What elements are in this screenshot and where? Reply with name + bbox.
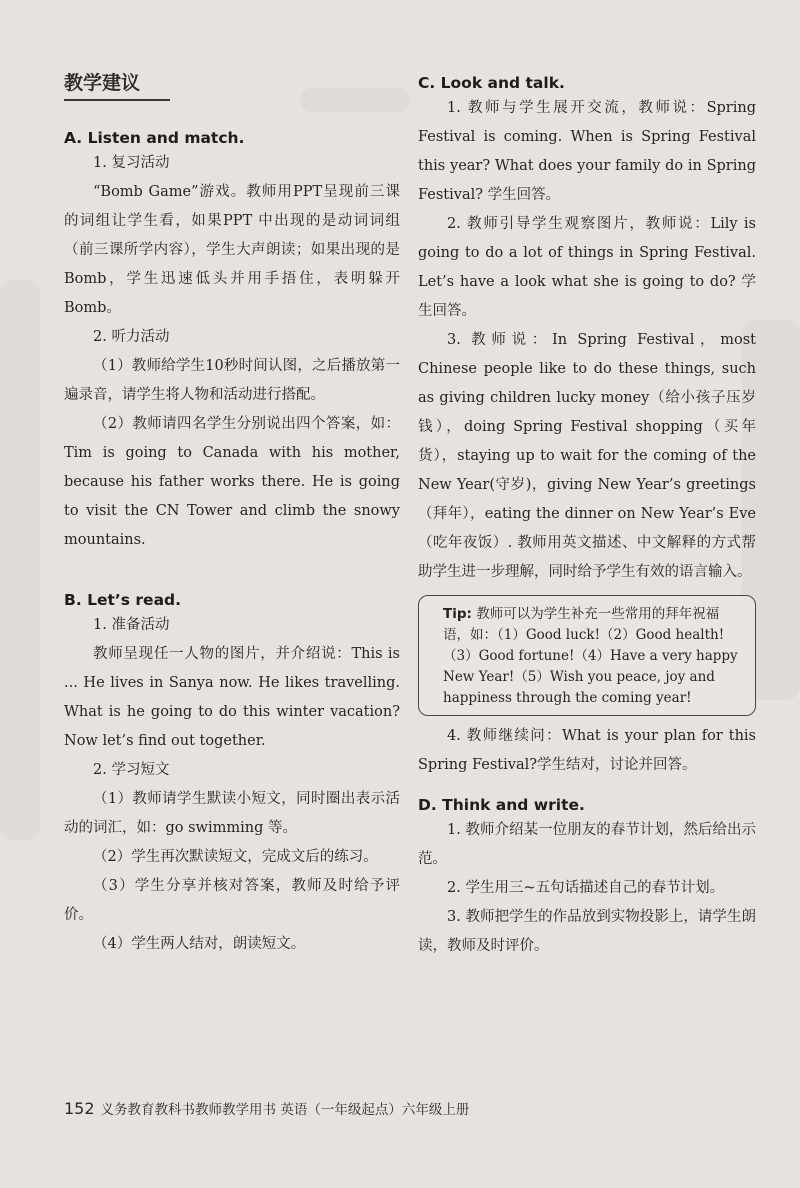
section-b-read-3: （3）学生分享并核对答案，教师及时给予评价。 [64,878,400,923]
section-c-step2: 2. 教师引导学生观察图片，教师说：Lily is going to do a lot of things in Spring Festival. Let’s have a look what she is going to do? 学生回答。 [418,216,756,319]
tip-label: Tip: [443,606,472,622]
section-c-step3: 3. 教师说：In Spring Festival，most Chinese people like to do these things, such as giving children lucky money（给小孩子压岁钱），doing Spring Festival shopping（买年货），staying up to wait for the coming of the New Year(守岁)，giving New Year’s greetings（拜年），eating the dinner on New Year’s Eve（吃年夜饭）. 教师用英文描述、中文解释的方式帮助学生进一步理解，同时给予学生有效的语言输入。 [418,332,756,580]
section-d-step1: 1. 教师介绍某一位朋友的春节计划，然后给出示范。 [418,822,756,867]
section-b-title: B. Let’s read. [64,591,182,609]
tip-text: 教师可以为学生补充一些常用的拜年祝福语，如：（1）Good luck!（2）Good health!（3）Good fortune!（4）Have a very happy New Year!（5）Wish you peace, joy and happiness through the coming year! [443,606,738,706]
section-b-intro: 教师呈现任一人物的图片，并介绍说：This is ... He lives in Sanya now. He likes travelling. What is he going to do this winter vacation? Now let’s find out together. [64,646,400,749]
section-c-step1: 1. 教师与学生展开交流，教师说：Spring Festival is coming. When is Spring Festival this year? What does your family do in Spring Festival? 学生回答。 [418,100,756,203]
section-d-title: D. Think and write. [418,796,585,814]
footer-book-title: 义务教育教科书教师教学用书 英语（一年级起点）六年级上册 [100,1102,470,1118]
background-show-through [0,280,40,840]
section-c-step4: 4. 教师继续问：What is your plan for this Spring Festival?学生结对，讨论并回答。 [418,728,756,773]
section-b-read-4: （4）学生两人结对，朗读短文。 [93,936,306,952]
section-a-game-desc: “Bomb Game”游戏。教师用PPT呈现前三课的词组让学生看，如果PPT 中出现的是动词词组（前三课所学内容），学生大声朗读；如果出现的是Bomb，学生迅速低头并用手捂住，表明躲开Bomb。 [64,184,400,316]
tip-content [443,604,743,709]
section-d-step2: 2. 学生用三~五句话描述自己的春节计划。 [447,880,725,896]
section-b-step2: 2. 学习短文 [93,762,170,778]
right-column [418,68,756,961]
section-b-step1: 1. 准备活动 [93,617,170,633]
section-a-listen-2: （2）教师请四名学生分别说出四个答案，如：Tim is going to Canada with his mother, because his father works there. He is going to visit the CN Tower and climb the snowy mountains. [64,416,400,548]
page-footer [64,1098,469,1118]
section-c-title: C. Look and talk. [418,74,565,92]
page-heading: 教学建议 [64,68,170,101]
section-d-step3: 3. 教师把学生的作品放到实物投影上，请学生朗读，教师及时评价。 [418,909,756,954]
section-a-title: A. Listen and match. [64,129,245,147]
page-number: 152 [64,1099,95,1118]
section-a-step1: 1. 复习活动 [93,155,170,171]
section-b-read-1: （1）教师请学生默读小短文，同时圈出表示活动的词汇，如：go swimming 等。 [64,791,400,836]
section-a-listen-1: （1）教师给学生10秒时间认图，之后播放第一遍录音，请学生将人物和活动进行搭配。 [64,358,400,403]
section-b-read-2: （2）学生再次默读短文，完成文后的练习。 [93,849,378,865]
left-column [64,68,400,959]
tip-box [418,595,756,716]
section-a-step2: 2. 听力活动 [93,329,170,345]
